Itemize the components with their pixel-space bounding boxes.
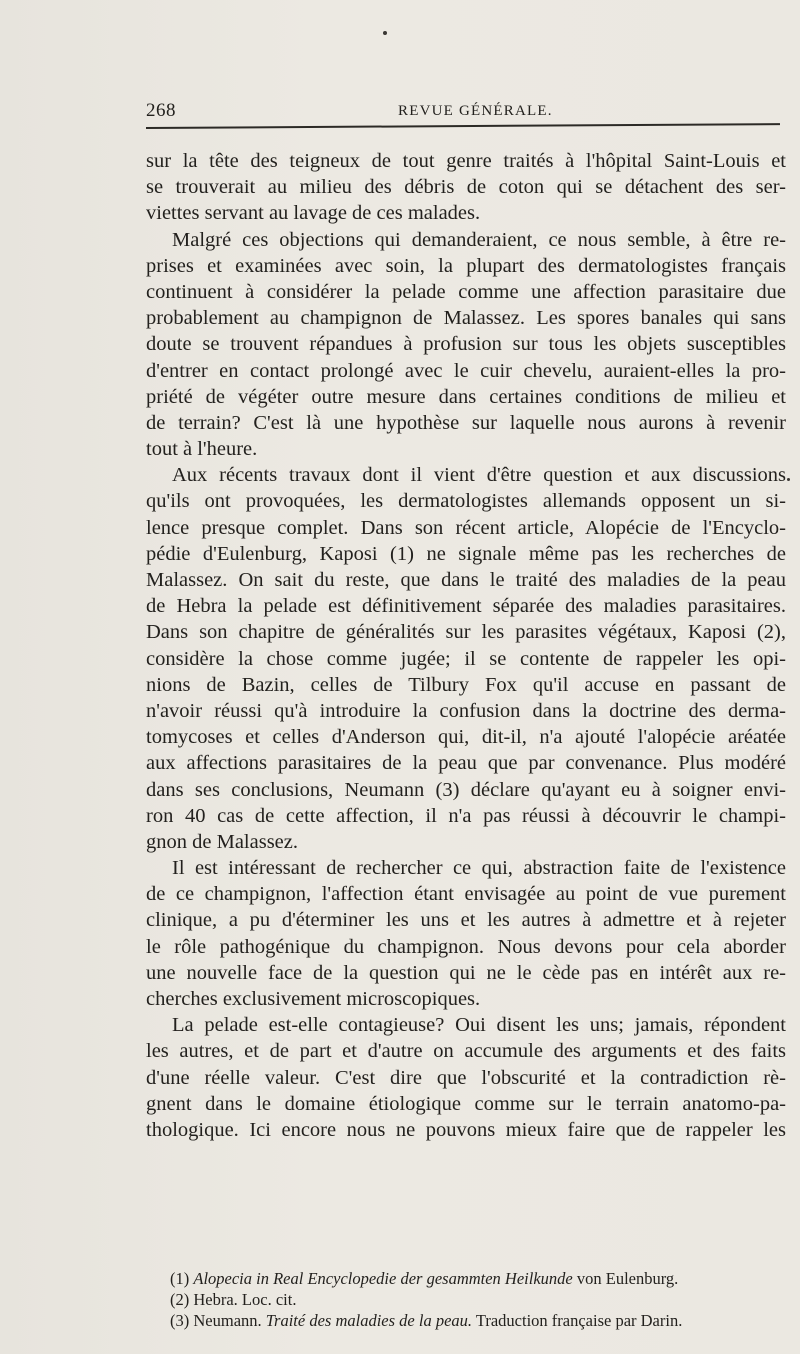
- text-line: qu'ils ont provoquées, les dermatologistes allemands opposent un si-: [146, 490, 786, 513]
- ink-speck: [383, 31, 387, 35]
- text-line: n'avoir réussi qu'à introduire la confusion dans la doctrine des derma-: [146, 699, 786, 722]
- page-number: 268: [146, 100, 176, 121]
- text-line: viettes servant au lavage de ces malades.: [146, 202, 481, 225]
- text-line: Malgré ces objections qui demanderaient, ce nous semble, à être re-: [172, 228, 786, 251]
- footnotes: [170, 1268, 780, 1331]
- footnote: [170, 1268, 780, 1289]
- text-line: lence presque complet. Dans son récent article, Alopécie de l'Encyclo-: [146, 516, 786, 539]
- text-line: priété de végéter outre mesure dans certaines conditions de milieu et: [146, 385, 786, 408]
- text-line: Dans son chapitre de généralités sur les parasites végétaux, Kaposi (2),: [146, 621, 786, 644]
- footnote-text: Hebra. Loc. cit.: [193, 1290, 297, 1309]
- text-line: gnon de Malassez.: [146, 830, 298, 853]
- footnote-title: Traité des maladies de la peau.: [265, 1311, 473, 1330]
- text-line: cherches exclusivement microscopiques.: [146, 988, 481, 1010]
- text-line: une nouvelle face de la question qui ne le cède pas en intérêt aux re-: [146, 961, 786, 984]
- footnote-title: Alopecia in Real Encyclopedie der gesammten Heilkunde: [193, 1269, 573, 1288]
- text-line: de ce champignon, l'affection étant envisagée au point de vue purement: [146, 883, 786, 906]
- text-line: sur la tête des teigneux de tout genre traités à l'hôpital Saint-Louis et: [146, 150, 786, 172]
- text-line: se trouverait au milieu des débris de coton qui se détachent des ser-: [146, 176, 786, 199]
- text-line: Il est intéressant de rechercher ce qui, abstraction faite de l'existence: [172, 857, 786, 880]
- text-line: dans ses conclusions, Neumann (3) déclare qu'ayant eu à soigner envi-: [146, 778, 786, 801]
- footnote-number: (1): [170, 1269, 190, 1288]
- text-line: de Hebra la pelade est définitivement séparée des maladies parasitaires.: [146, 595, 786, 618]
- text-line: Malassez. On sait du reste, que dans le traité des maladies de la peau: [146, 569, 786, 591]
- ink-speck: [787, 478, 790, 481]
- text-line: le rôle pathogénique du champignon. Nous devons pour cela aborder: [146, 935, 786, 958]
- text-line: gnent dans le domaine étiologique comme sur le terrain anatomo-pa-: [146, 1092, 786, 1115]
- footnote-text: Neumann.: [193, 1311, 266, 1330]
- text-line: d'entrer en contact prolongé avec le cuir chevelu, auraient-elles la pro-: [146, 359, 786, 382]
- footnote-number: (3): [170, 1311, 190, 1330]
- text-line: La pelade est-elle contagieuse? Oui disent les uns; jamais, répondent: [172, 1014, 786, 1037]
- body-text: [146, 148, 786, 1143]
- text-line: de terrain? C'est là une hypothèse sur laquelle nous aurons à revenir: [146, 411, 786, 434]
- text-line: continuent à considérer la pelade comme une affection parasitaire due: [146, 280, 786, 303]
- text-line: clinique, a pu d'éterminer les uns et les autres à admettre et à rejeter: [146, 909, 786, 932]
- text-line: nions de Bazin, celles de Tilbury Fox qu'il accuse en passant de: [146, 673, 786, 696]
- text-line: tout à l'heure.: [146, 438, 258, 461]
- text-line: thologique. Ici encore nous ne pouvons mieux faire que de rappeler les: [146, 1118, 786, 1141]
- page-header: [146, 100, 758, 124]
- text-line: pédie d'Eulenburg, Kaposi (1) ne signale même pas les recherches de: [146, 542, 786, 565]
- footnote-text: Traduction française par Darin.: [472, 1311, 683, 1330]
- text-line: ron 40 cas de cette affection, il n'a pas réussi à découvrir le champi-: [146, 804, 786, 827]
- footnote-text: von Eulenburg.: [572, 1269, 679, 1288]
- text-line: d'une réelle valeur. C'est dire que l'obscurité et la contradiction rè-: [146, 1066, 786, 1089]
- text-line: considère la chose comme jugée; il se contente de rappeler les opi-: [146, 647, 786, 670]
- text-line: probablement au champignon de Malassez. Les spores banales qui sans: [146, 307, 786, 330]
- running-head: REVUE GÉNÉRALE.: [398, 103, 553, 119]
- text-line: aux affections parasitaires de la peau que par convenance. Plus modéré: [146, 752, 786, 775]
- footnote: [170, 1289, 780, 1310]
- text-line: doute se trouvent répandues à profusion sur tous les objets susceptibles: [146, 333, 786, 356]
- footnote: [170, 1310, 780, 1331]
- text-line: tomycoses et celles d'Anderson qui, dit-il, n'a ajouté l'alopécie aréatée: [146, 726, 786, 749]
- text-line: prises et examinées avec soin, la plupart des dermatologistes français: [146, 254, 786, 277]
- footnote-number: (2): [170, 1290, 190, 1309]
- text-line: Aux récents travaux dont il vient d'être question et aux discussions: [172, 464, 786, 487]
- header-rule: [146, 123, 780, 129]
- text-line: les autres, et de part et d'autre on accumule des arguments et des faits: [146, 1040, 786, 1063]
